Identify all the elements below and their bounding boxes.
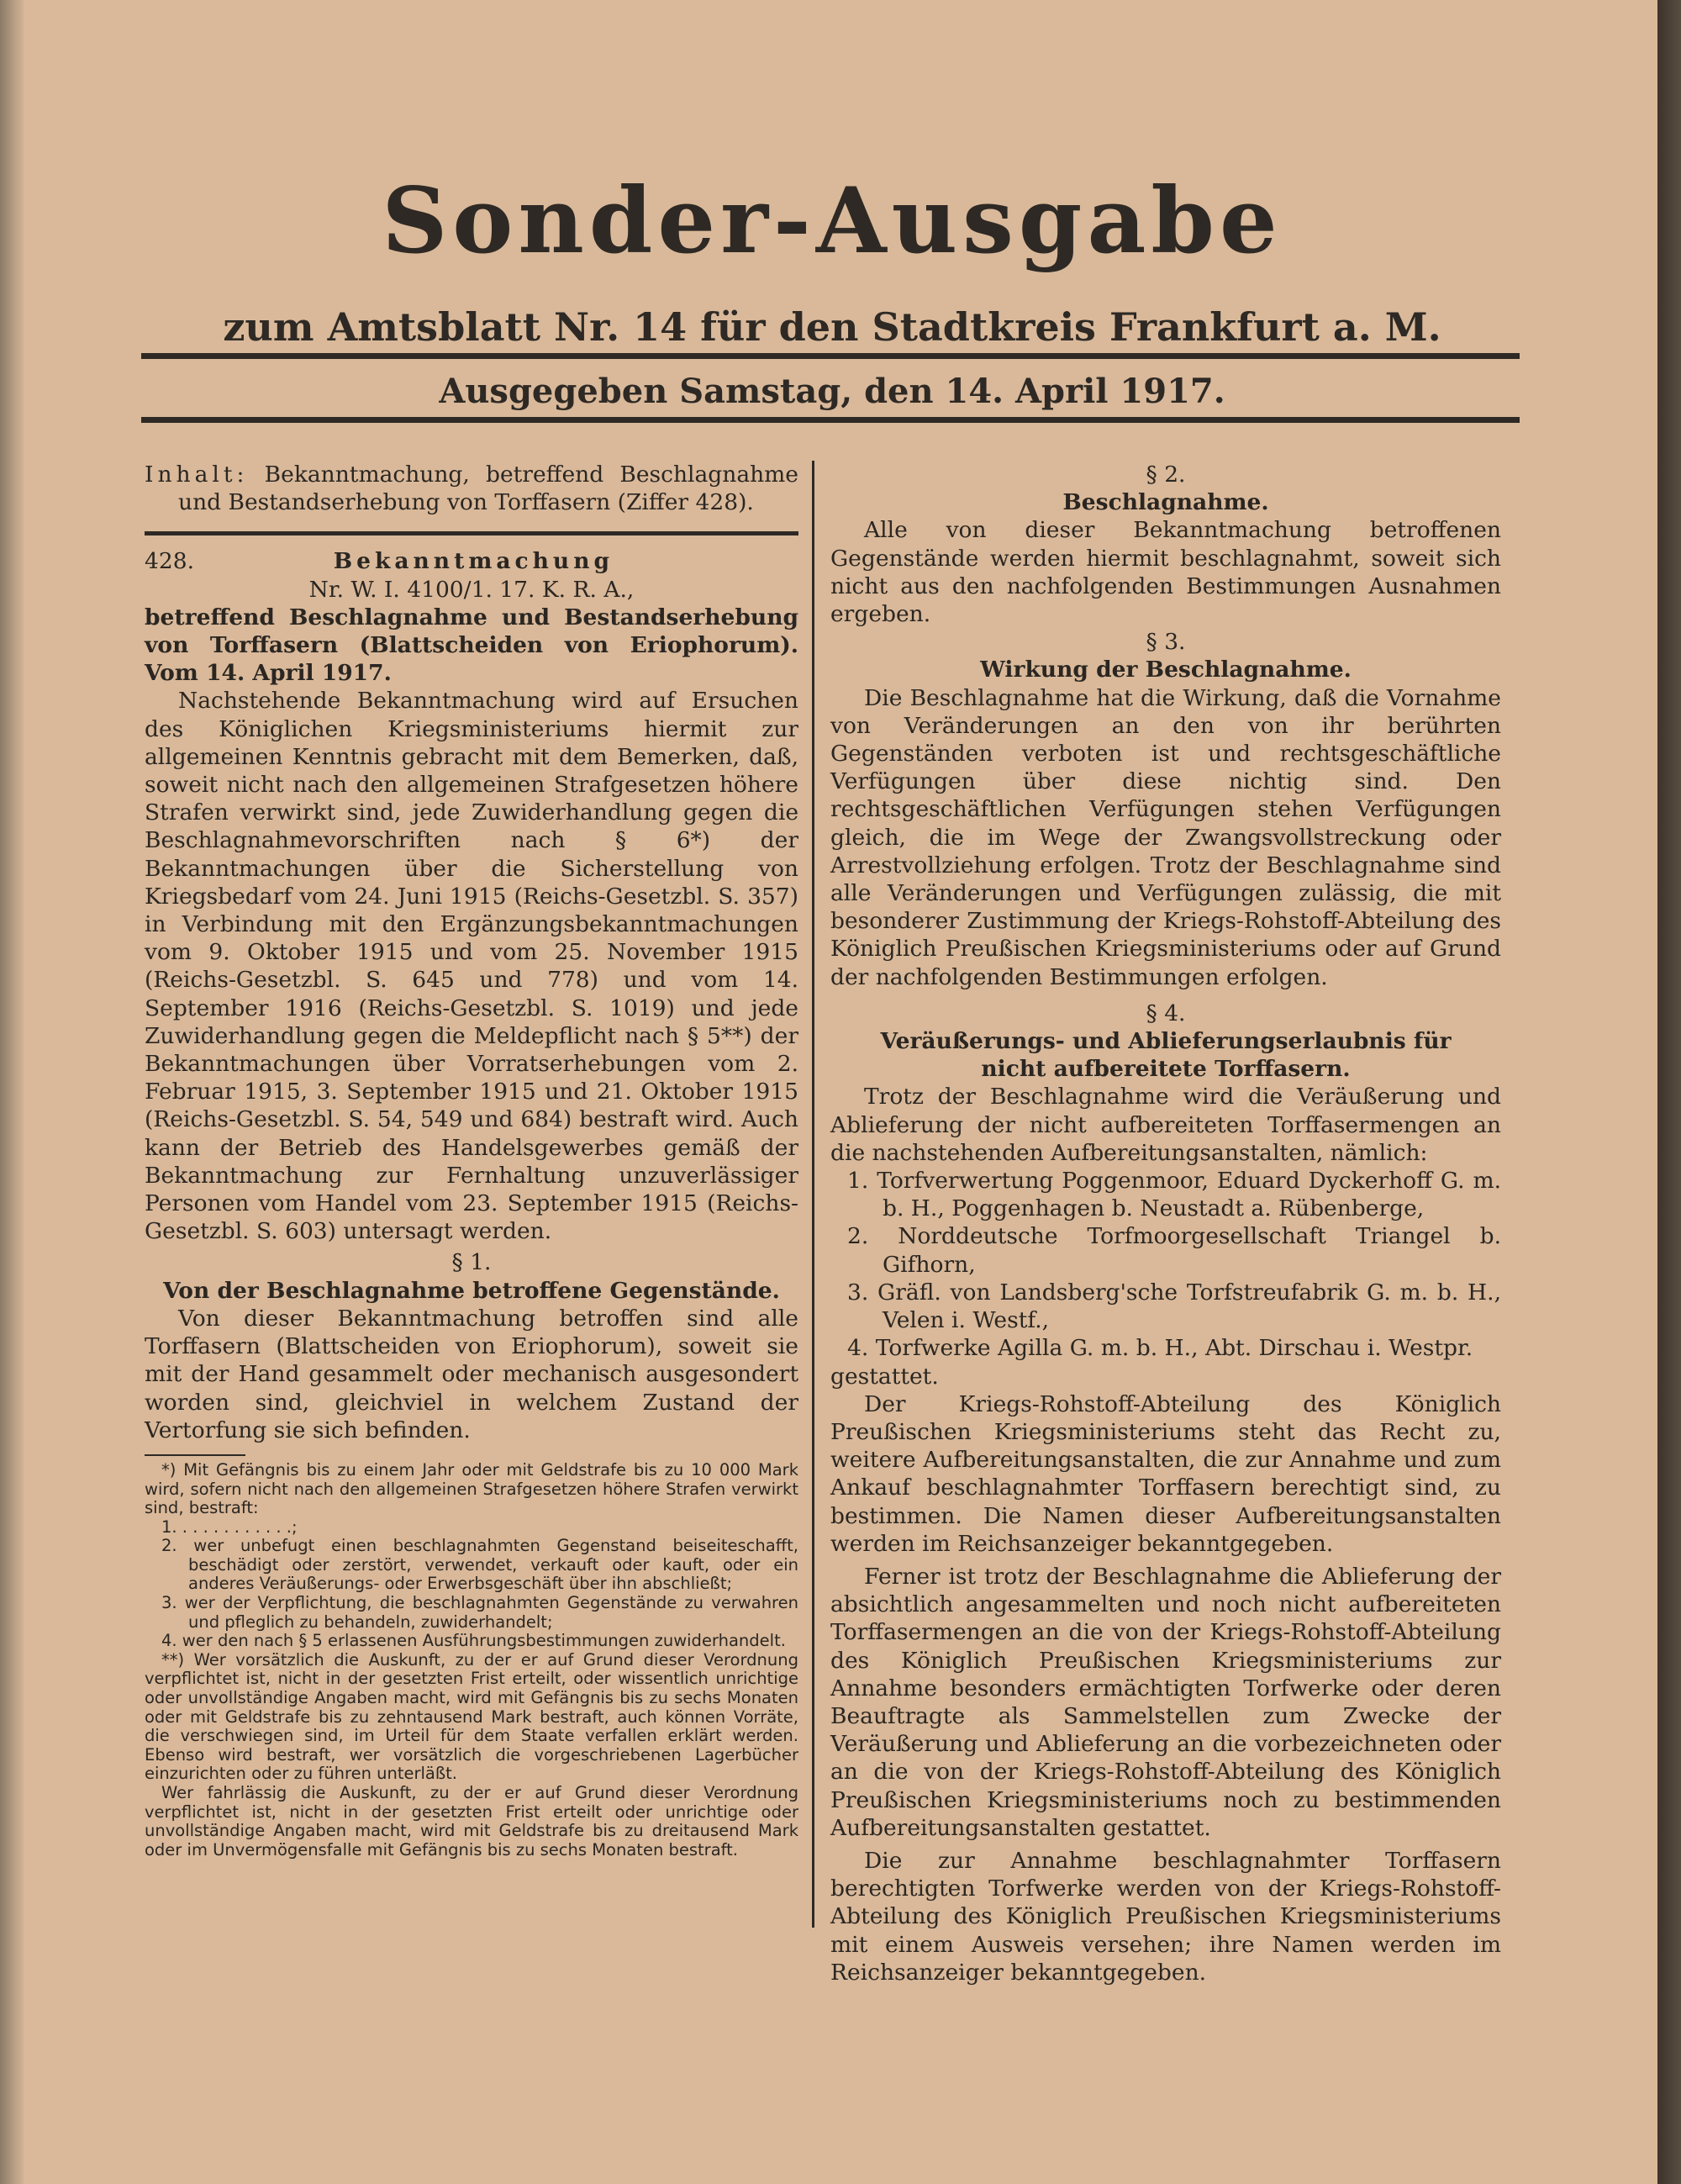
footnotes xyxy=(145,1461,798,1860)
right-column xyxy=(830,461,1501,1986)
masthead-title: Sonder-Ausgabe xyxy=(382,168,1283,274)
contents-label: Inhalt: xyxy=(145,462,249,488)
page-edge-shadow xyxy=(1657,0,1681,2184)
masthead-subtitle: zum Amtsblatt Nr. 14 für den Stadtkreis Frankfurt a. M. xyxy=(223,304,1441,350)
contents-text: Bekanntmachung, betreffend Beschlagnahme und Bestandserhebung von Torffasern (Ziffer 428). xyxy=(178,462,798,516)
works-list-item: 1. Torfverwertung Poggenmoor, Eduard Dyckerhoff G. m. b. H., Poggenhagen b. Neustadt a. Rübenberge, xyxy=(847,1168,1501,1222)
section-4-intro: Trotz der Beschlagnahme wird die Veräußerung und Ablieferung der nicht aufbereiteten Torffasermengen an die nachstehenden Aufbereitungsanstalten, nämlich: xyxy=(830,1084,1501,1166)
section-1-title: Von der Beschlagnahme betroffene Gegenstände. xyxy=(163,1277,780,1304)
header-rule-top xyxy=(141,353,1520,359)
column-separator xyxy=(812,461,814,1928)
section-3-title: Wirkung der Beschlagnahme. xyxy=(980,657,1352,683)
article-heading-line xyxy=(145,547,798,575)
footnote-1-item: 3. wer der Verpflichtung, die beschlagnahmten Gegenstände zu verwahren und pfleglich zu behandeln, zuwiderhandelt; xyxy=(161,1593,798,1632)
header-rule-bottom xyxy=(141,417,1520,423)
article-number: 428. xyxy=(145,548,195,575)
section-2-text: Alle von dieser Bekanntmachung betroffenen Gegenstände werden hiermit beschlagnahmt, soweit sich nicht aus den nachfolgenden Bestimmungen Ausnahmen ergeben. xyxy=(830,517,1501,628)
section-4-title: Veräußerungs- und Ablieferungserlaubnis für nicht aufbereitete Torffasern. xyxy=(880,1028,1452,1083)
section-3-number: § 3. xyxy=(1146,629,1186,656)
section-3-text: Die Beschlagnahme hat die Wirkung, daß die Vornahme von Veränderungen an den von ihr berührten Gegenständen verboten ist und rechtsgeschäftliche Verfügungen über diese nichtig sind. Den rechtsgeschäftlichen Verfügungen stehen Verfügungen gleich, die im Wege der Zwangsvollstreckung oder Arrestvollziehung erfolgen. Trotz der Beschlagnahme sind alle Veränderungen und Verfügungen zulässig, die mit besonderer Zustimmung der Kriegs-Rohstoff-Abteilung des Königlich Preußischen Kriegsministeriums oder auf Grund der nachfolgenden Bestimmungen erfolgen. xyxy=(830,684,1501,990)
section-4-para-2: Der Kriegs-Rohstoff-Abteilung des Königlich Preußischen Kriegsministeriums steht das Recht zu, weitere Aufbereitungsanstalten, die zur Annahme und zum Ankauf beschlagnahmter Torffasern berechtigt sind, zu bestimmen. Die Namen dieser Aufbereitungsanstalten werden im Reichsanzeiger bekanntgegeben. xyxy=(830,1390,1501,1557)
section-2-title: Beschlagnahme. xyxy=(1062,489,1269,516)
article-reference: Nr. W. I. 4100/1. 17. K. R. A., xyxy=(308,576,635,603)
section-4-para-3: Ferner ist trotz der Beschlagnahme die Ablieferung der absichtlich angesammelten und noch nicht aufbereiteten Torffasermengen an die von der Kriegs-Rohstoff-Abteilung des Königlich Preußischen Kriegsministeriums zur Annahme besonders ermächtigten Torfwerke oder deren Beauftragte als Sammelstellen zum Zwecke der Veräußerung und Ablieferung an die vorbezeichneten oder an die von der Kriegs-Rohstoff-Abteilung des Königlich Preußischen Kriegsministeriums noch zu bestimmenden Aufbereitungsanstalten gestattet. xyxy=(830,1563,1501,1841)
section-1-number: § 1. xyxy=(451,1249,492,1276)
section-4-after-list: gestattet. xyxy=(830,1363,939,1390)
issue-date: Ausgegeben Samstag, den 14. April 1917. xyxy=(439,372,1225,411)
footnote-1-item: 4. wer den nach § 5 erlassenen Ausführungsbestimmungen zuwiderhandelt. xyxy=(161,1631,786,1651)
contents-line xyxy=(145,461,798,516)
works-list xyxy=(830,1167,1501,1362)
footnote-1-intro: *) Mit Gefängnis bis zu einem Jahr oder mit Geldstrafe bis zu 10 000 Mark wird, sofern nicht nach den allgemeinen Strafgesetzen höhere Strafen verwirkt sind, bestraft: xyxy=(145,1459,798,1518)
contents-rule xyxy=(145,531,798,535)
left-column xyxy=(145,461,798,1860)
article-subject: betreffend Beschlagnahme und Bestandserhebung von Torffasern (Blattscheiden von Eriophorum). Vom 14. April 1917. xyxy=(145,604,798,687)
article-intro: Nachstehende Bekanntmachung wird auf Ersuchen des Königlichen Kriegsministeriums hiermit zur allgemeinen Kenntnis gebracht mit dem Bemerken, daß, soweit nicht nach den allgemeinen Strafgesetzen höhere Strafen verwirkt sind, jede Zuwiderhandlung gegen die Beschlagnahmevorschriften nach § 6*) der Bekanntmachungen über die Sicherstellung von Kriegsbedarf vom 24. Juni 1915 (Reichs-Gesetzbl. S. 357) in Verbindung mit den Ergänzungsbekanntmachungen vom 9. Oktober 1915 und vom 25. November 1915 (Reichs-Gesetzbl. S. 645 und 778) und vom 14. September 1916 (Reichs-Gesetzbl. S. 1019) und jede Zuwiderhandlung gegen die Meldepflicht nach § 5**) der Bekanntmachungen über Vorratserhebungen vom 2. Februar 1915, 3. September 1915 und 21. Oktober 1915 (Reichs-Gesetzbl. S. 54, 549 und 684) bestraft wird. Auch kann der Betrieb des Handelsgewerbes gemäß der Bekanntmachung zur Fernhaltung unzuverlässiger Personen vom Handel vom 23. September 1915 (Reichs-Gesetzbl. S. 603) untersagt werden. xyxy=(145,688,798,1245)
footnote-rule xyxy=(145,1454,245,1456)
footnote-1-item: 2. wer unbefugt einen beschlagnahmten Gegenstand beiseiteschafft, beschädigt oder zerstört, verwendet, verkauft oder kauft, oder ein anderes Veräußerungs- oder Erwerbsgeschäft über ihn abschließt; xyxy=(161,1536,798,1594)
page-binding xyxy=(0,0,24,2184)
works-list-item: 3. Gräfl. von Landsberg'sche Torfstreufabrik G. m. b. H., Velen i. Westf., xyxy=(847,1279,1501,1334)
article-heading: Bekanntmachung xyxy=(333,548,614,575)
footnote-2-para-b: Wer fahrlässig die Auskunft, zu der er auf Grund dieser Verordnung verpflichtet ist, nicht in der gesetzten Frist erteilt oder unrichtige oder unvollständige Angaben macht, wird mit Geldstrafe bis zu dreitausend Mark oder im Unvermögensfalle mit Gefängnis bis zu sechs Monaten bestraft. xyxy=(145,1783,798,1860)
works-list-item: 2. Norddeutsche Torfmoorgesellschaft Triangel b. Gifhorn, xyxy=(847,1223,1501,1278)
section-4-para-4: Die zur Annahme beschlagnahmter Torffasern berechtigten Torfwerke werden von der Kriegs-Rohstoff-Abteilung des Königlich Preußischen Kriegsministeriums mit einem Ausweis versehen; ihre Namen werden im Reichsanzeiger bekanntgegeben. xyxy=(830,1847,1501,1986)
section-2-number: § 2. xyxy=(1146,462,1186,488)
footnote-2-para-a: **) Wer vorsätzlich die Auskunft, zu der er auf Grund dieser Verordnung verpflichtet ist, nicht in der gesetzten Frist erteilt, oder wissentlich unrichtige oder unvollständige Angaben macht, wird mit Gefängnis bis zu sechs Monaten oder mit Geldstrafe bis zu zehntausend Mark bestraft, auch können Vorräte, die verschwiegen sind, im Urteil für dem Staate verfallen erklärt werden. Ebenso wird bestraft, wer vorsätzlich die vorgeschriebenen Lagerbücher einzurichten oder zu führen unterläßt. xyxy=(145,1649,798,1784)
works-list-item: 4. Torfwerke Agilla G. m. b. H., Abt. Dirschau i. Westpr. xyxy=(847,1335,1473,1362)
section-4-number: § 4. xyxy=(1146,1000,1186,1026)
section-1-text: Von dieser Bekanntmachung betroffen sind alle Torffasern (Blattscheiden von Eriophorum), soweit sie mit der Hand gesammelt oder mechanisch ausgesondert worden sind, gleichviel in welchem Zustand der Vertorfung sie sich befinden. xyxy=(145,1305,798,1443)
footnote-1-item: 1. . . . . . . . . . . .; xyxy=(161,1517,298,1537)
